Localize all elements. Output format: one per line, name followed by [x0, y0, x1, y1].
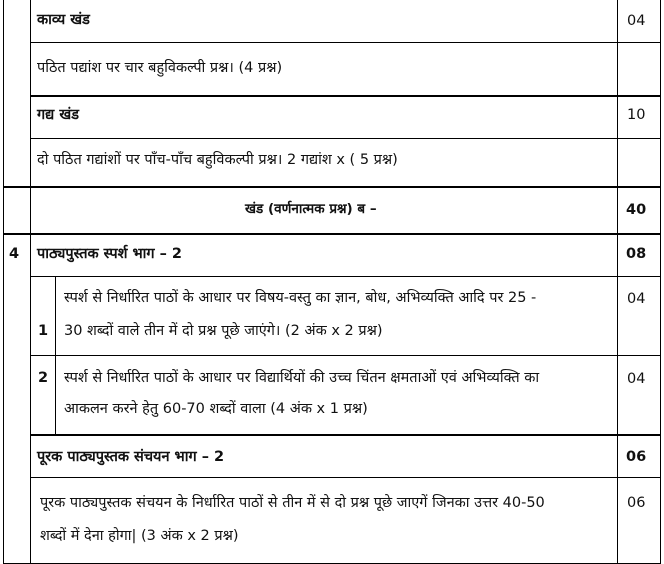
table-border-left [3, 0, 4, 564]
subquestion-1-marks: 04 [627, 291, 646, 307]
subquestion-2-marks: 04 [627, 371, 646, 387]
sanchayan-marks: 06 [626, 449, 647, 465]
sparsh-section-title: पाठ्यपुस्तक स्पर्श भाग – 2 [37, 246, 183, 262]
gadya-marks: 10 [627, 107, 646, 123]
subquestion-1-line-1: स्पर्श से निर्धारित पाठों के आधार पर विषय-वस्तु का ज्ञान, बोध, अभिव्यक्ति आदि पर 25 - [64, 290, 537, 306]
row-divider [30, 42, 661, 43]
kavya-section-title: काव्य खंड [37, 12, 90, 28]
sanchayan-section-title: पूरक पाठ्यपुस्तक संचयन भाग – 2 [37, 449, 225, 465]
gadya-section-title: गद्य खंड [37, 107, 79, 123]
row-divider [30, 477, 661, 478]
row-divider [3, 186, 661, 188]
gadya-description: दो पठित गद्यांशों पर पाँच-पाँच बहुविकल्पी प्रश्न। 2 गद्यांश x ( 5 प्रश्न) [37, 152, 398, 168]
kavya-marks: 04 [627, 13, 646, 29]
sanchayan-line-1: पूरक पाठ्यपुस्तक संचयन के निर्धारित पाठों से तीन में से दो प्रश्न पूछे जाएगें जिनका उत्तर 40-50 [40, 495, 545, 511]
row-divider [30, 276, 661, 277]
subquestion-number-2: 2 [38, 370, 49, 386]
section-b-title: खंड (वर्णनात्मक प्रश्न) ब – [245, 201, 377, 217]
question-number-4: 4 [9, 246, 20, 262]
kavya-description: पठित पद्यांश पर चार बहुविकल्पी प्रश्न। (4 प्रश्न) [37, 60, 283, 76]
row-divider [30, 434, 661, 436]
row-divider [30, 138, 661, 139]
subcolumn-divider [55, 276, 56, 434]
row-divider [30, 355, 661, 356]
sanchayan-description-marks: 06 [627, 495, 646, 511]
column-divider-number [30, 0, 31, 564]
sanchayan-line-2: शब्दों में देना होगा| (3 अंक x 2 प्रश्न) [40, 528, 239, 544]
table-border-right [660, 0, 661, 564]
section-b-marks: 40 [626, 202, 647, 218]
sparsh-marks: 08 [626, 246, 647, 262]
row-divider [30, 95, 661, 97]
subquestion-1-line-2: 30 शब्दों वाले तीन में दो प्रश्न पूछे जाएंगे। (2 अंक x 2 प्रश्न) [64, 323, 383, 339]
subquestion-2-line-1: स्पर्श से निर्धारित पाठों के आधार पर विद्यार्थियों की उच्च चिंतन क्षमताओं एवं अभिव्यक्ति का [64, 370, 540, 386]
subquestion-2-line-2: आकलन करने हेतु 60-70 शब्दों वाला (4 अंक x 1 प्रश्न) [64, 401, 368, 417]
subquestion-number-1: 1 [38, 323, 49, 339]
row-divider [3, 233, 661, 235]
column-divider-marks [617, 0, 618, 564]
